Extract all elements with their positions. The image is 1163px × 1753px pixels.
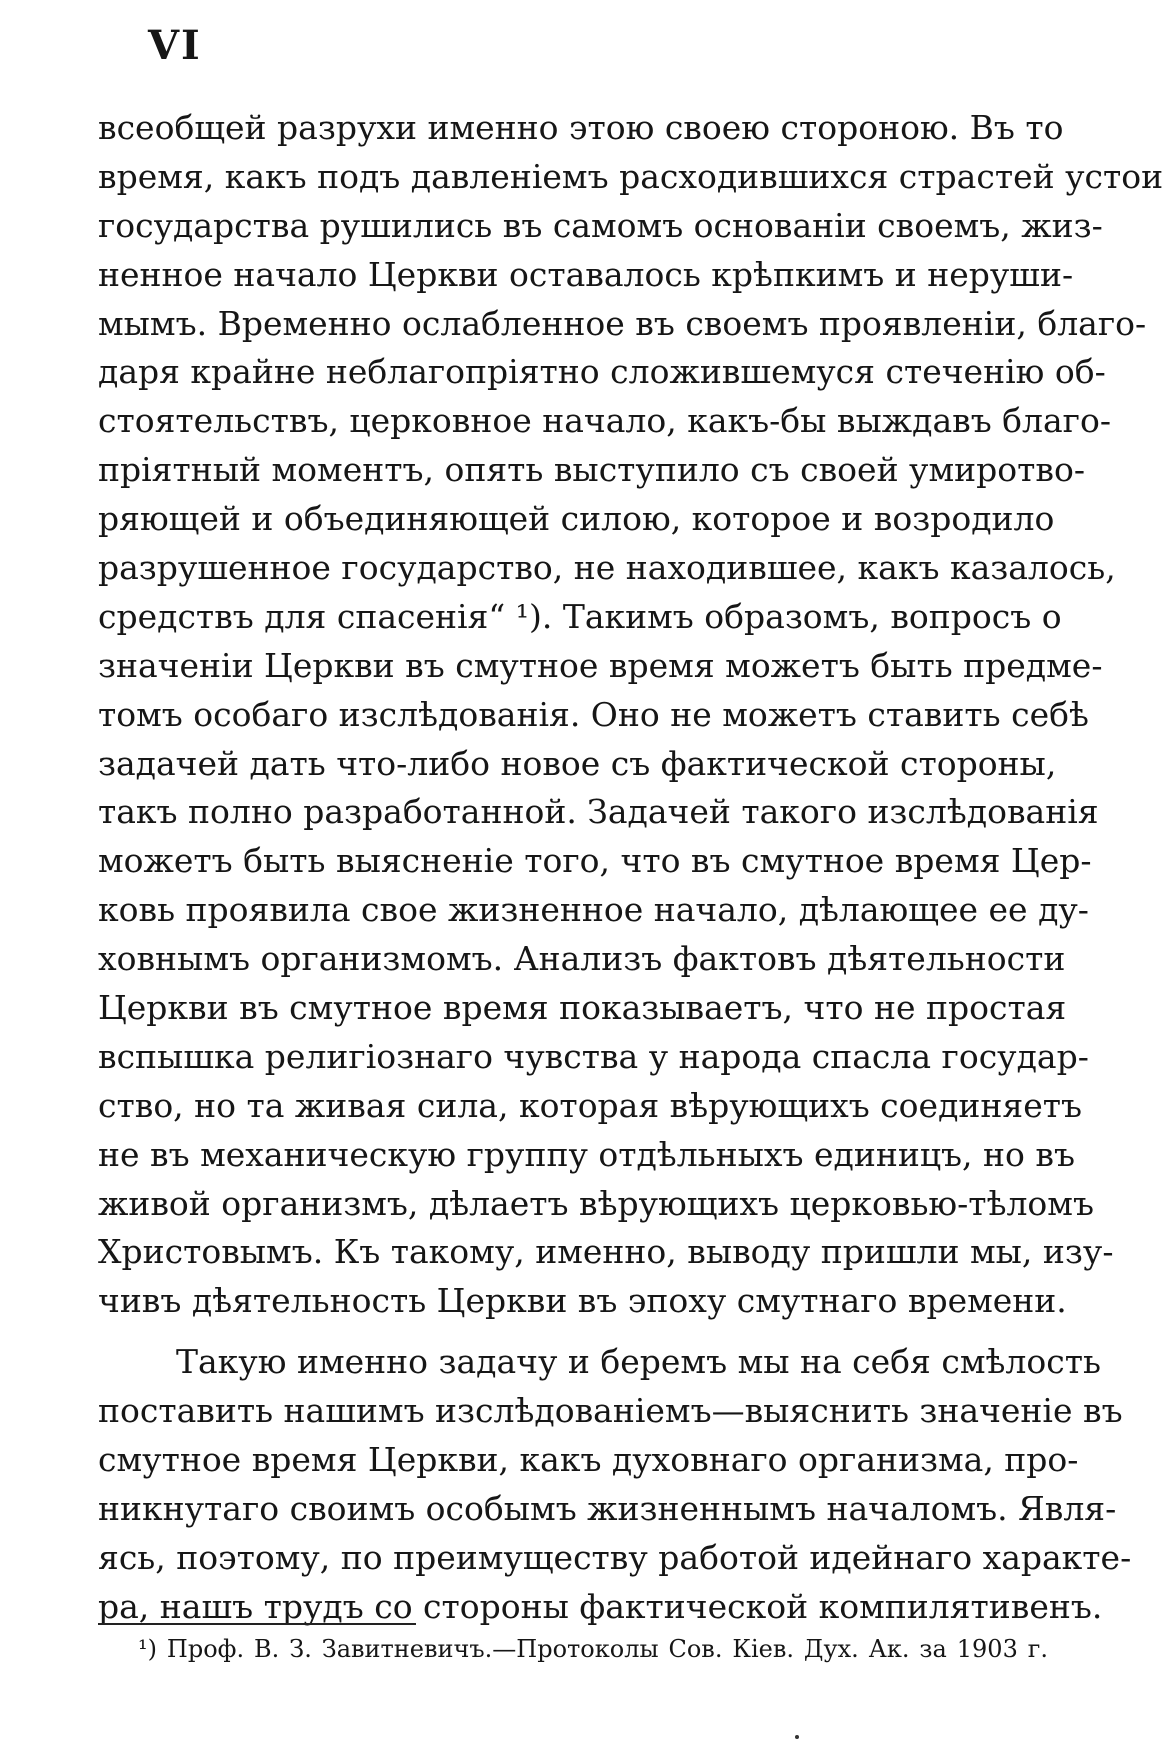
text-line: ряющей и объединяющей силою, которое и возродило <box>98 499 1055 539</box>
paragraph-1 <box>98 104 1163 1326</box>
text-line: стоятельствъ, церковное начало, какъ-бы выждавъ благо- <box>98 401 1111 441</box>
print-speck <box>795 1735 799 1739</box>
text-line: разрушенное государство, не находившее, какъ казалось, <box>98 548 1116 588</box>
text-line: мымъ. Временно ослабленное въ своемъ проявленіи, благо- <box>98 303 1147 343</box>
text-line: задачей дать что-либо новое съ фактической стороны, <box>98 743 1057 783</box>
text-line: поставить нашимъ изслѣдованіемъ—выяснить значеніе въ <box>98 1391 1123 1431</box>
text-line: ство, но та живая сила, которая вѣрующихъ соединяетъ <box>98 1085 1082 1125</box>
text-line: чивъ дѣятельность Церкви въ эпоху смутнаго времени. <box>98 1281 1067 1321</box>
text-line: даря крайне неблагопріятно сложившемуся стеченію об- <box>98 352 1106 392</box>
footnote: ¹) Проф. В. З. Завитневичъ.—Протоколы Сов. Кіев. Дух. Ак. за 1903 г. <box>138 1635 1048 1663</box>
text-line: значеніи Церкви въ смутное время можетъ быть предме- <box>98 645 1103 685</box>
text-line: такъ полно разработанной. Задачей такого изслѣдованія <box>98 792 1099 832</box>
text-line: ковь проявила свое жизненное начало, дѣлающее ее ду- <box>98 890 1089 930</box>
text-line: ненное начало Церкви оставалось крѣпкимъ и неруши- <box>98 254 1074 294</box>
text-line: живой организмъ, дѣлаетъ вѣрующихъ церковью-тѣломъ <box>98 1183 1094 1223</box>
paragraph-2 <box>98 1338 1132 1631</box>
text-line: государства рушились въ самомъ основаніи своемъ, жиз- <box>98 205 1103 245</box>
text-line: ясь, поэтому, по преимуществу работой идейнаго характе- <box>98 1537 1132 1577</box>
text-line: никнутаго своимъ особымъ жизненнымъ началомъ. Явля- <box>98 1488 1117 1528</box>
text-line: Христовымъ. Къ такому, именно, выводу пришли мы, изу- <box>98 1232 1114 1272</box>
text-line: смутное время Церкви, какъ духовнаго организма, про- <box>98 1440 1079 1480</box>
text-line: томъ особаго изслѣдованія. Оно не можетъ ставить себѣ <box>98 694 1089 734</box>
text-line: Такую именно задачу и беремъ мы на себя смѣлость <box>176 1342 1101 1382</box>
text-line: вспышка религіознаго чувства у народа спасла государ- <box>98 1036 1089 1076</box>
page-number: VI <box>148 22 202 69</box>
text-line: не въ механическую группу отдѣльныхъ единицъ, но въ <box>98 1134 1075 1174</box>
paragraph-gap <box>98 1326 1048 1338</box>
text-line: ховнымъ организмомъ. Анализъ фактовъ дѣятельности <box>98 939 1066 979</box>
body-text <box>98 104 1163 1632</box>
text-line: можетъ быть выясненіе того, что въ смутное время Цер- <box>98 841 1092 881</box>
text-line: средствъ для спасенія“ ¹). Такимъ образомъ, вопросъ о <box>98 596 1062 636</box>
footnote-divider <box>98 1623 416 1625</box>
text-line: Церкви въ смутное время показываетъ, что не простая <box>98 988 1067 1028</box>
text-line: ра, нашъ трудъ со стороны фактической компилятивенъ. <box>98 1586 1103 1626</box>
text-line: всеобщей разрухи именно этою своею стороною. Въ то <box>98 108 1064 147</box>
text-line: пріятный моментъ, опять выступило съ своей умиротво- <box>98 450 1085 490</box>
text-line: время, какъ подъ давленіемъ расходившихся страстей устои <box>98 156 1163 196</box>
